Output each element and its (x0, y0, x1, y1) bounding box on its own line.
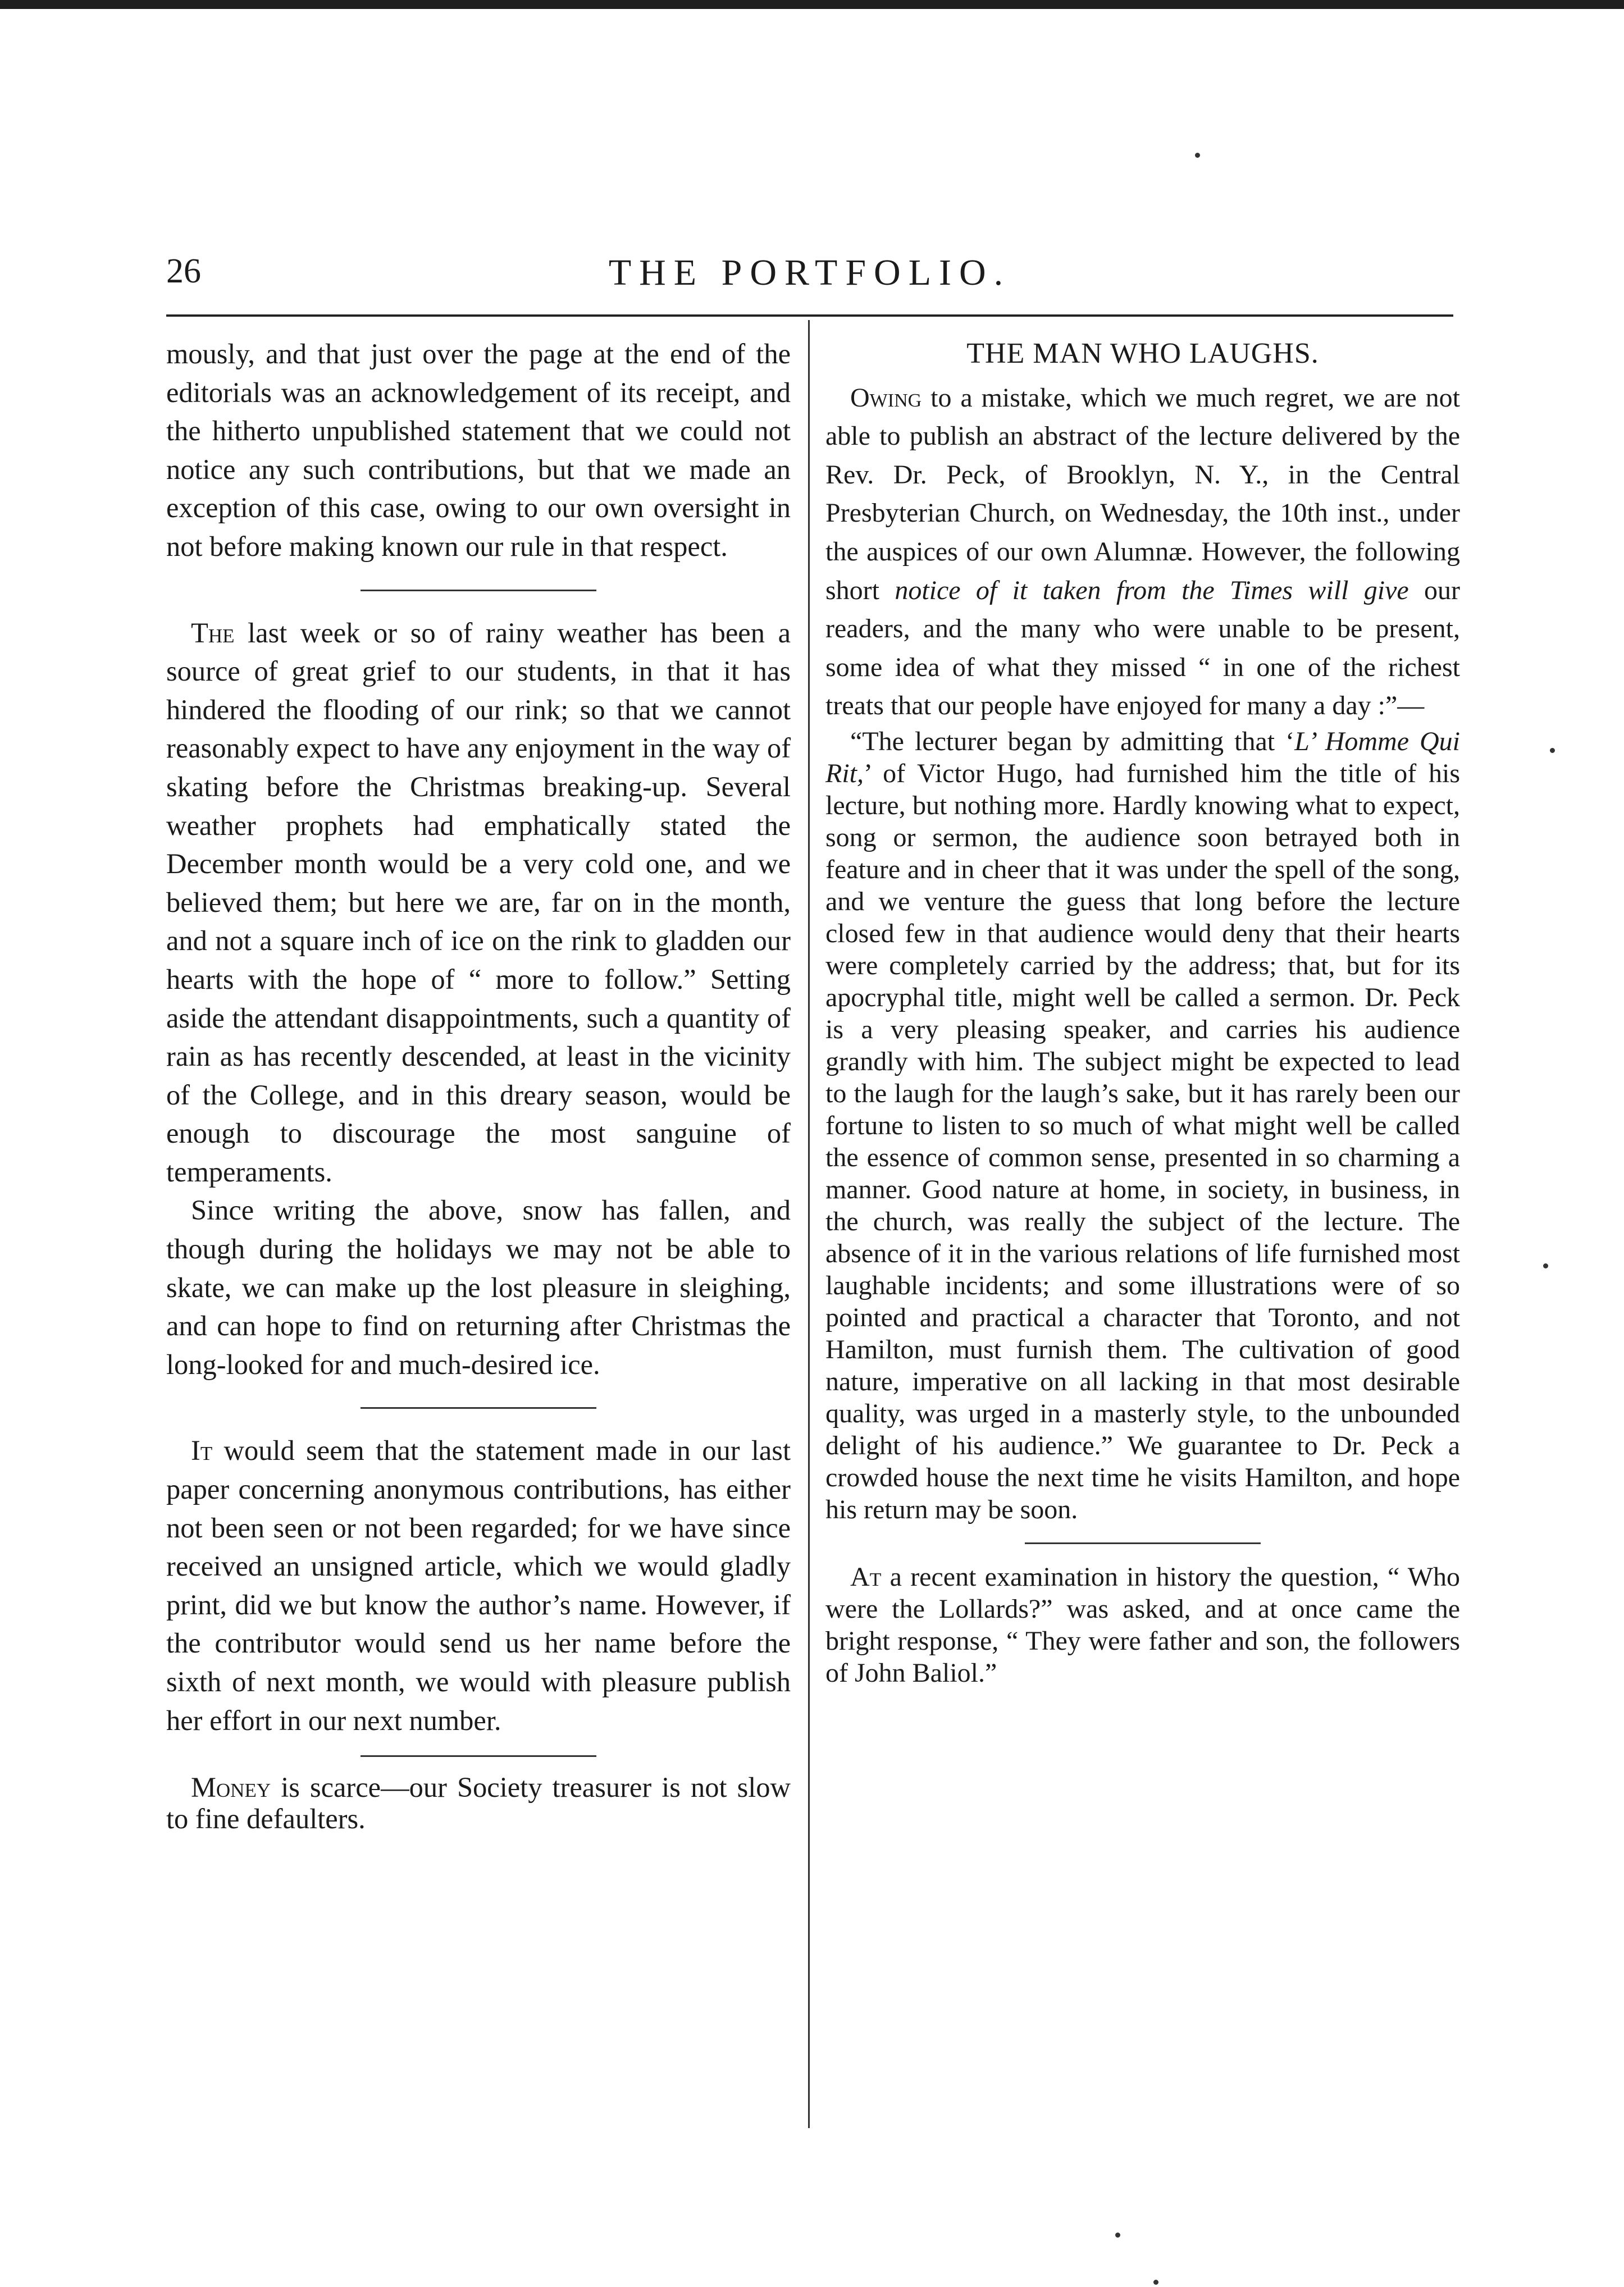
print-speck (1195, 153, 1200, 158)
print-speck (1153, 2280, 1158, 2285)
paragraph-lecture-quote: “The lecturer began by admitting that ‘L’ Homme Qui Rit,’ of Victor Hugo, had furnished him the title of his lecture, but nothing more. Hardly knowing what to expect, song or sermon, the audience soon betrayed both in feature and in cheer that it was under the spell of the song, and we venture the guess that long before the lecture closed few in that audience would deny that their hearts were completely carried by the address; that, but for its apocryphal title, might well be called a sermon. Dr. Peck is a very pleasing speaker, and carries his audience grandly with him. The subject might be expected to lead to the laugh for the laugh’s sake, but it has rarely been our fortune to listen to so much of what might well be called the essence of common sense, presented in so charming a manner. Good nature at home, in society, in business, in the church, was really the subject of the lecture. The absence of it in the various relations of life furnished most laughable incidents; and some illustrations were of so pointed and practical a character that Toronto, and not Hamilton, must furnish them. The cultivation of good nature, imperative on all lacking in that most desirable quality, was urged in a masterly style, to the unbounded delight of his audience.” We guarantee to Dr. Peck a crowded house the next time he visits Hamilton, and hope his return may be soon. (825, 726, 1461, 1524)
top-border-rule (0, 0, 1624, 9)
section-divider (361, 1407, 596, 1409)
left-column (166, 335, 791, 1834)
paragraph-snow: Since writing the above, snow has fallen, and though during the holidays we may not be able to skate, we can make up the lost pleasure in sleighing, and can hope to find on returning after Christmas the long-looked for and much-desired ice. (166, 1194, 791, 1380)
paragraph-lecture-intro: Owing to a mistake, which we much regret, we are not able to publish an abstract of the lecture delivered by the Rev. Dr. Peck, of Brooklyn, N. Y., in the Central Presbyterian Church, on Wednesday, the 10th inst., under the auspices of our own Alumnæ. However, the following short notice of it taken from the Times will give our readers, and the many who were unable to be present, some idea of what they missed “ in one of the richest treats that our people have enjoyed for many a day :”— (825, 382, 1461, 721)
header-rule (166, 314, 1453, 317)
paragraph-anonymous-contributions: It would seem that the statement made in our last paper concerning anonymous contributions, has either not been seen or not been regarded; for we have since received an unsigned article, which we would gladly print, did we but know the author’s name. However, if the contributor would send us her name before the sixth of next month, we would with pleasure publish her effort in our next number. (166, 1435, 791, 1736)
print-speck (1543, 1263, 1548, 1268)
paragraph-acknowledgement: mously, and that just over the page at the end of the editorials was an acknowledgement of its receipt, and the hitherto unpublished statement that we could not notice any such contributions, but that we made an exception of this case, owing to our own oversight in not before making known our rule in that respect. (166, 338, 791, 562)
journal-title: THE PORTFOLIO. (608, 252, 1011, 293)
paragraph-lollards: At a recent examination in history the question, “ Who were the Lollards?” was asked, and at once came the bright response, “ They were father and son, the followers of John Baliol.” (825, 1562, 1460, 1688)
article-title: THE MAN WHO LAUGHS. (966, 337, 1319, 369)
right-column (825, 335, 1460, 1689)
column-divider (808, 320, 810, 2128)
paragraph-rainy-weather: The last week or so of rainy weather has been a source of great grief to our students, in that it has hindered the flooding of our rink; so that we cannot reasonably expect to have any enjoyment in the way of skating before the Christmas breaking-up. Several weather prophets had emphatically stated the December month would be a very cold one, and we believed them; but here we are, far on in the month, and not a square inch of ice on the rink to gladden our hearts with the hope of “ more to follow.” Setting aside the attendant disappointments, such a quantity of rain as has recently descended, at least in the vicinity of the College, and in this dreary season, would be enough to discourage the most sanguine of temperaments. (166, 617, 791, 1188)
print-speck (1550, 748, 1555, 753)
section-divider (361, 590, 596, 591)
page-header (166, 252, 1453, 296)
page-number: 26 (166, 252, 201, 290)
section-divider (361, 1755, 596, 1757)
section-divider (1025, 1542, 1261, 1544)
print-speck (1115, 2233, 1120, 2238)
paragraph-money: Money is scarce—our Society treasurer is not slow to fine defaulters. (166, 1772, 791, 1835)
